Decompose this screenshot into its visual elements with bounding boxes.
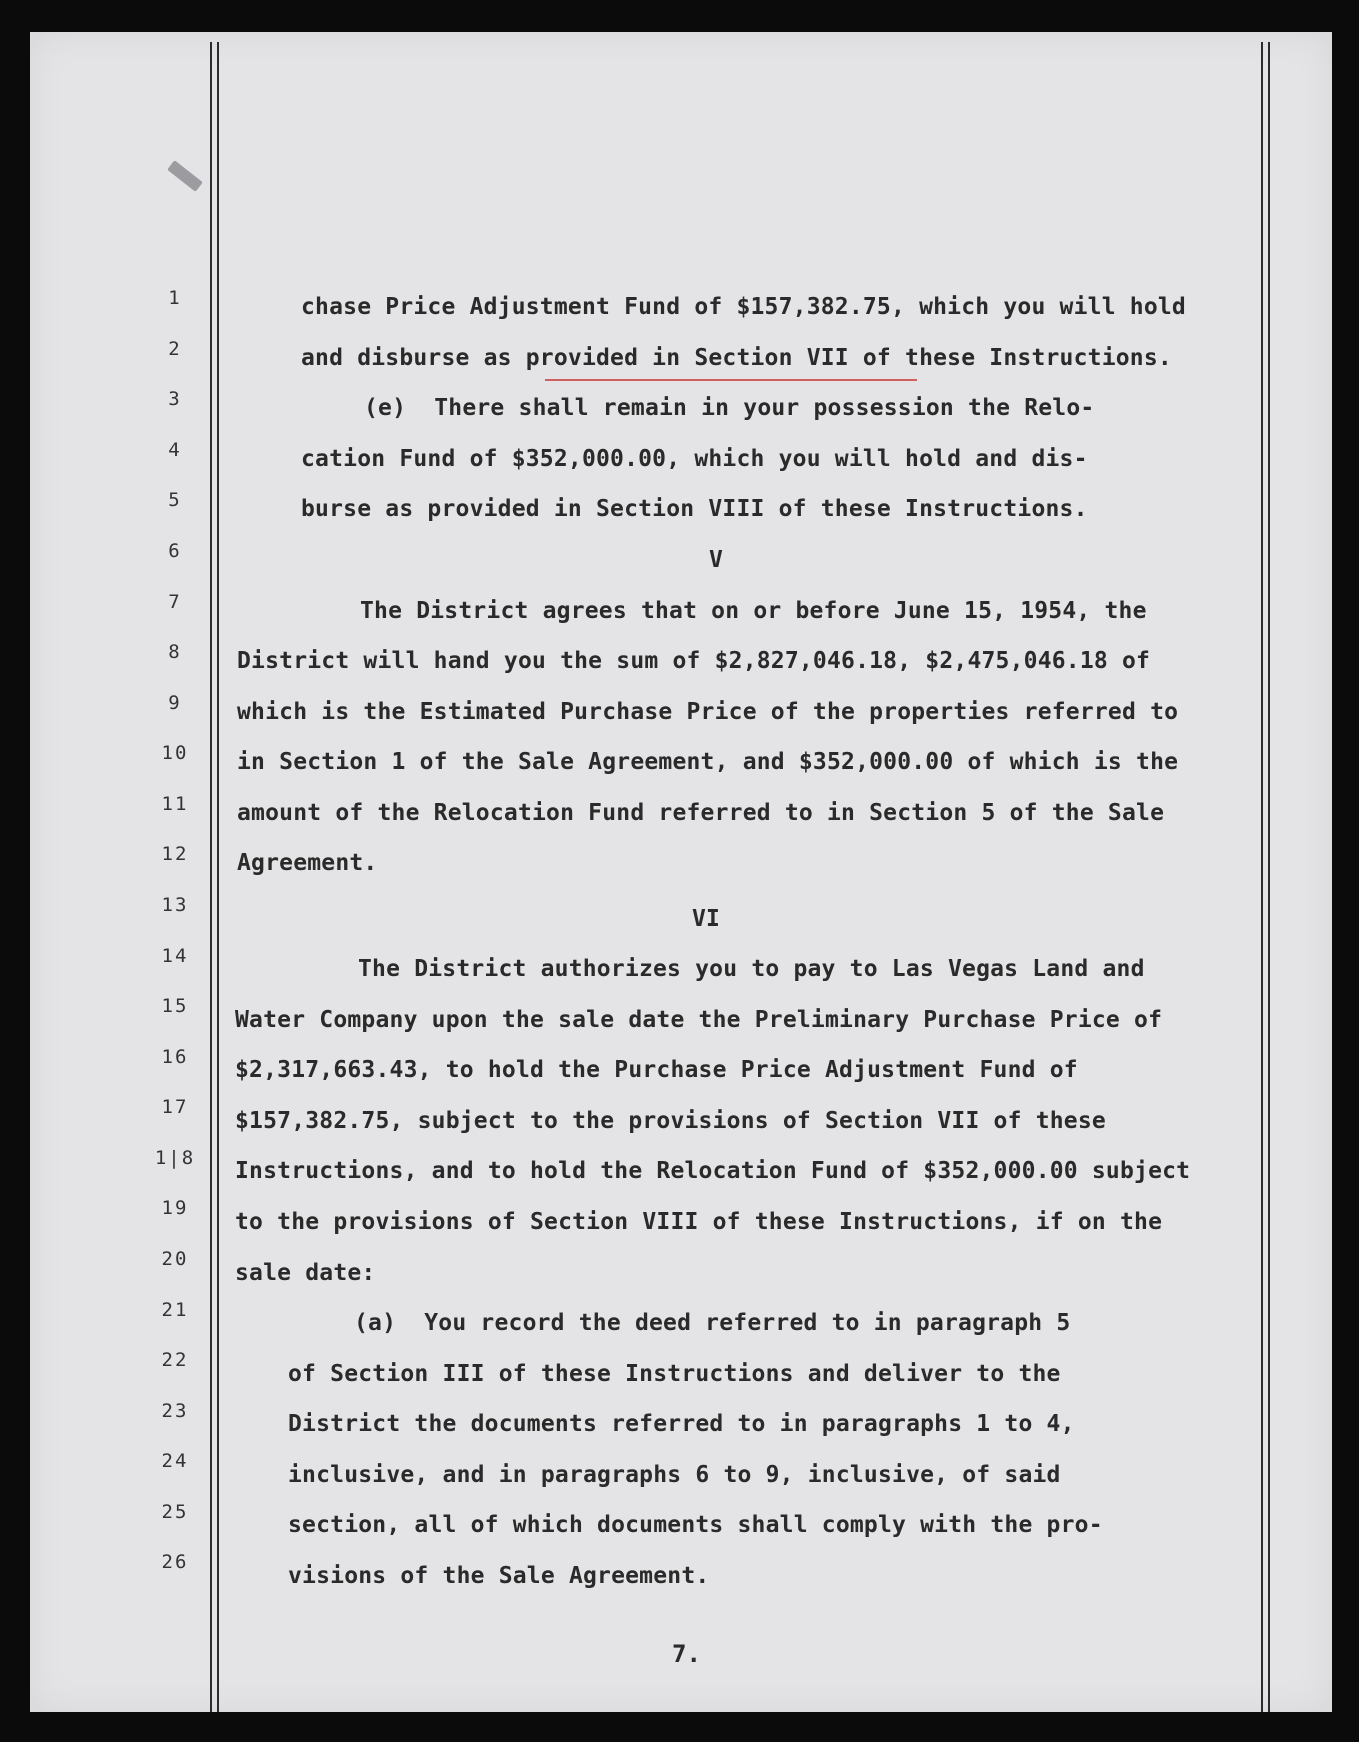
margin-rule-right-outer: [1261, 42, 1263, 1712]
line-number: 15: [161, 995, 189, 1017]
text-line: (a) You record the deed referred to in paragraph 5: [354, 1310, 1071, 1336]
text-line: which is the Estimated Purchase Price of the properties referred to: [237, 699, 1179, 725]
text-line: District the documents referred to in paragraphs 1 to 4,: [288, 1411, 1075, 1437]
line-number: 8: [168, 641, 182, 663]
line-number: 9: [168, 692, 182, 714]
text-line: Instructions, and to hold the Relocation Fund of $352,000.00 subject: [235, 1158, 1191, 1184]
line-number: 20: [161, 1248, 189, 1270]
line-number: 16: [161, 1046, 189, 1068]
text-line: inclusive, and in paragraphs 6 to 9, inclusive, of said: [288, 1462, 1061, 1488]
line-number: 7: [168, 591, 182, 613]
text-line: visions of the Sale Agreement.: [288, 1563, 710, 1589]
text-line: burse as provided in Section VIII of these Instructions.: [301, 496, 1088, 522]
line-number: 13: [161, 894, 189, 916]
staple-mark: [167, 160, 203, 192]
line-number: 14: [161, 945, 189, 967]
line-number: 22: [161, 1349, 189, 1371]
line-number: 3: [168, 388, 182, 410]
page-number: 7.: [672, 1640, 701, 1668]
section-heading-vi: VI: [691, 906, 721, 932]
text-line: and disburse as provided in Section VII of these Instructions.: [301, 345, 1172, 371]
line-number: 21: [161, 1299, 189, 1321]
margin-rule-left-outer: [210, 42, 212, 1712]
text-line: section, all of which documents shall comply with the pro-: [288, 1512, 1103, 1538]
line-number: 23: [161, 1400, 189, 1422]
line-number: 1: [168, 287, 182, 309]
line-number: 4: [168, 439, 182, 461]
text-line: to the provisions of Section VIII of these Instructions, if on the: [235, 1209, 1163, 1235]
document-page: [30, 32, 1332, 1712]
line-number: 17: [161, 1096, 189, 1118]
text-line: (e) There shall remain in your possession the Relo-: [364, 395, 1095, 421]
line-number: 1|8: [154, 1147, 196, 1169]
line-number: 12: [161, 843, 189, 865]
line-number: 11: [161, 793, 189, 815]
text-line: $157,382.75, subject to the provisions of Section VII of these: [235, 1108, 1106, 1134]
line-number: 6: [168, 540, 182, 562]
text-line: $2,317,663.43, to hold the Purchase Price Adjustment Fund of: [235, 1057, 1078, 1083]
red-underline: [545, 379, 917, 381]
margin-rule-right-inner: [1268, 42, 1270, 1712]
text-line: The District authorizes you to pay to Las Vegas Land and: [358, 956, 1145, 982]
line-number: 19: [161, 1197, 189, 1219]
text-line: Agreement.: [237, 850, 378, 876]
line-number: 26: [161, 1551, 189, 1573]
text-line: Water Company upon the sale date the Preliminary Purchase Price of: [235, 1007, 1163, 1033]
line-number: 2: [168, 338, 182, 360]
text-line: cation Fund of $352,000.00, which you will hold and dis-: [301, 446, 1088, 472]
line-number: 5: [168, 489, 182, 511]
text-line: chase Price Adjustment Fund of $157,382.75, which you will hold: [301, 294, 1186, 320]
text-line: amount of the Relocation Fund referred to in Section 5 of the Sale: [237, 800, 1165, 826]
text-line: sale date:: [235, 1260, 376, 1286]
line-number: 10: [161, 742, 189, 764]
margin-rule-left-inner: [217, 42, 219, 1712]
text-line: of Section III of these Instructions and deliver to the: [288, 1361, 1061, 1387]
text-line: The District agrees that on or before June 15, 1954, the: [360, 598, 1147, 624]
text-line: in Section 1 of the Sale Agreement, and $352,000.00 of which is the: [237, 749, 1179, 775]
line-number: 24: [161, 1450, 189, 1472]
line-number: 25: [161, 1501, 189, 1523]
text-line: District will hand you the sum of $2,827,046.18, $2,475,046.18 of: [237, 648, 1151, 674]
section-heading-v: V: [708, 547, 724, 573]
